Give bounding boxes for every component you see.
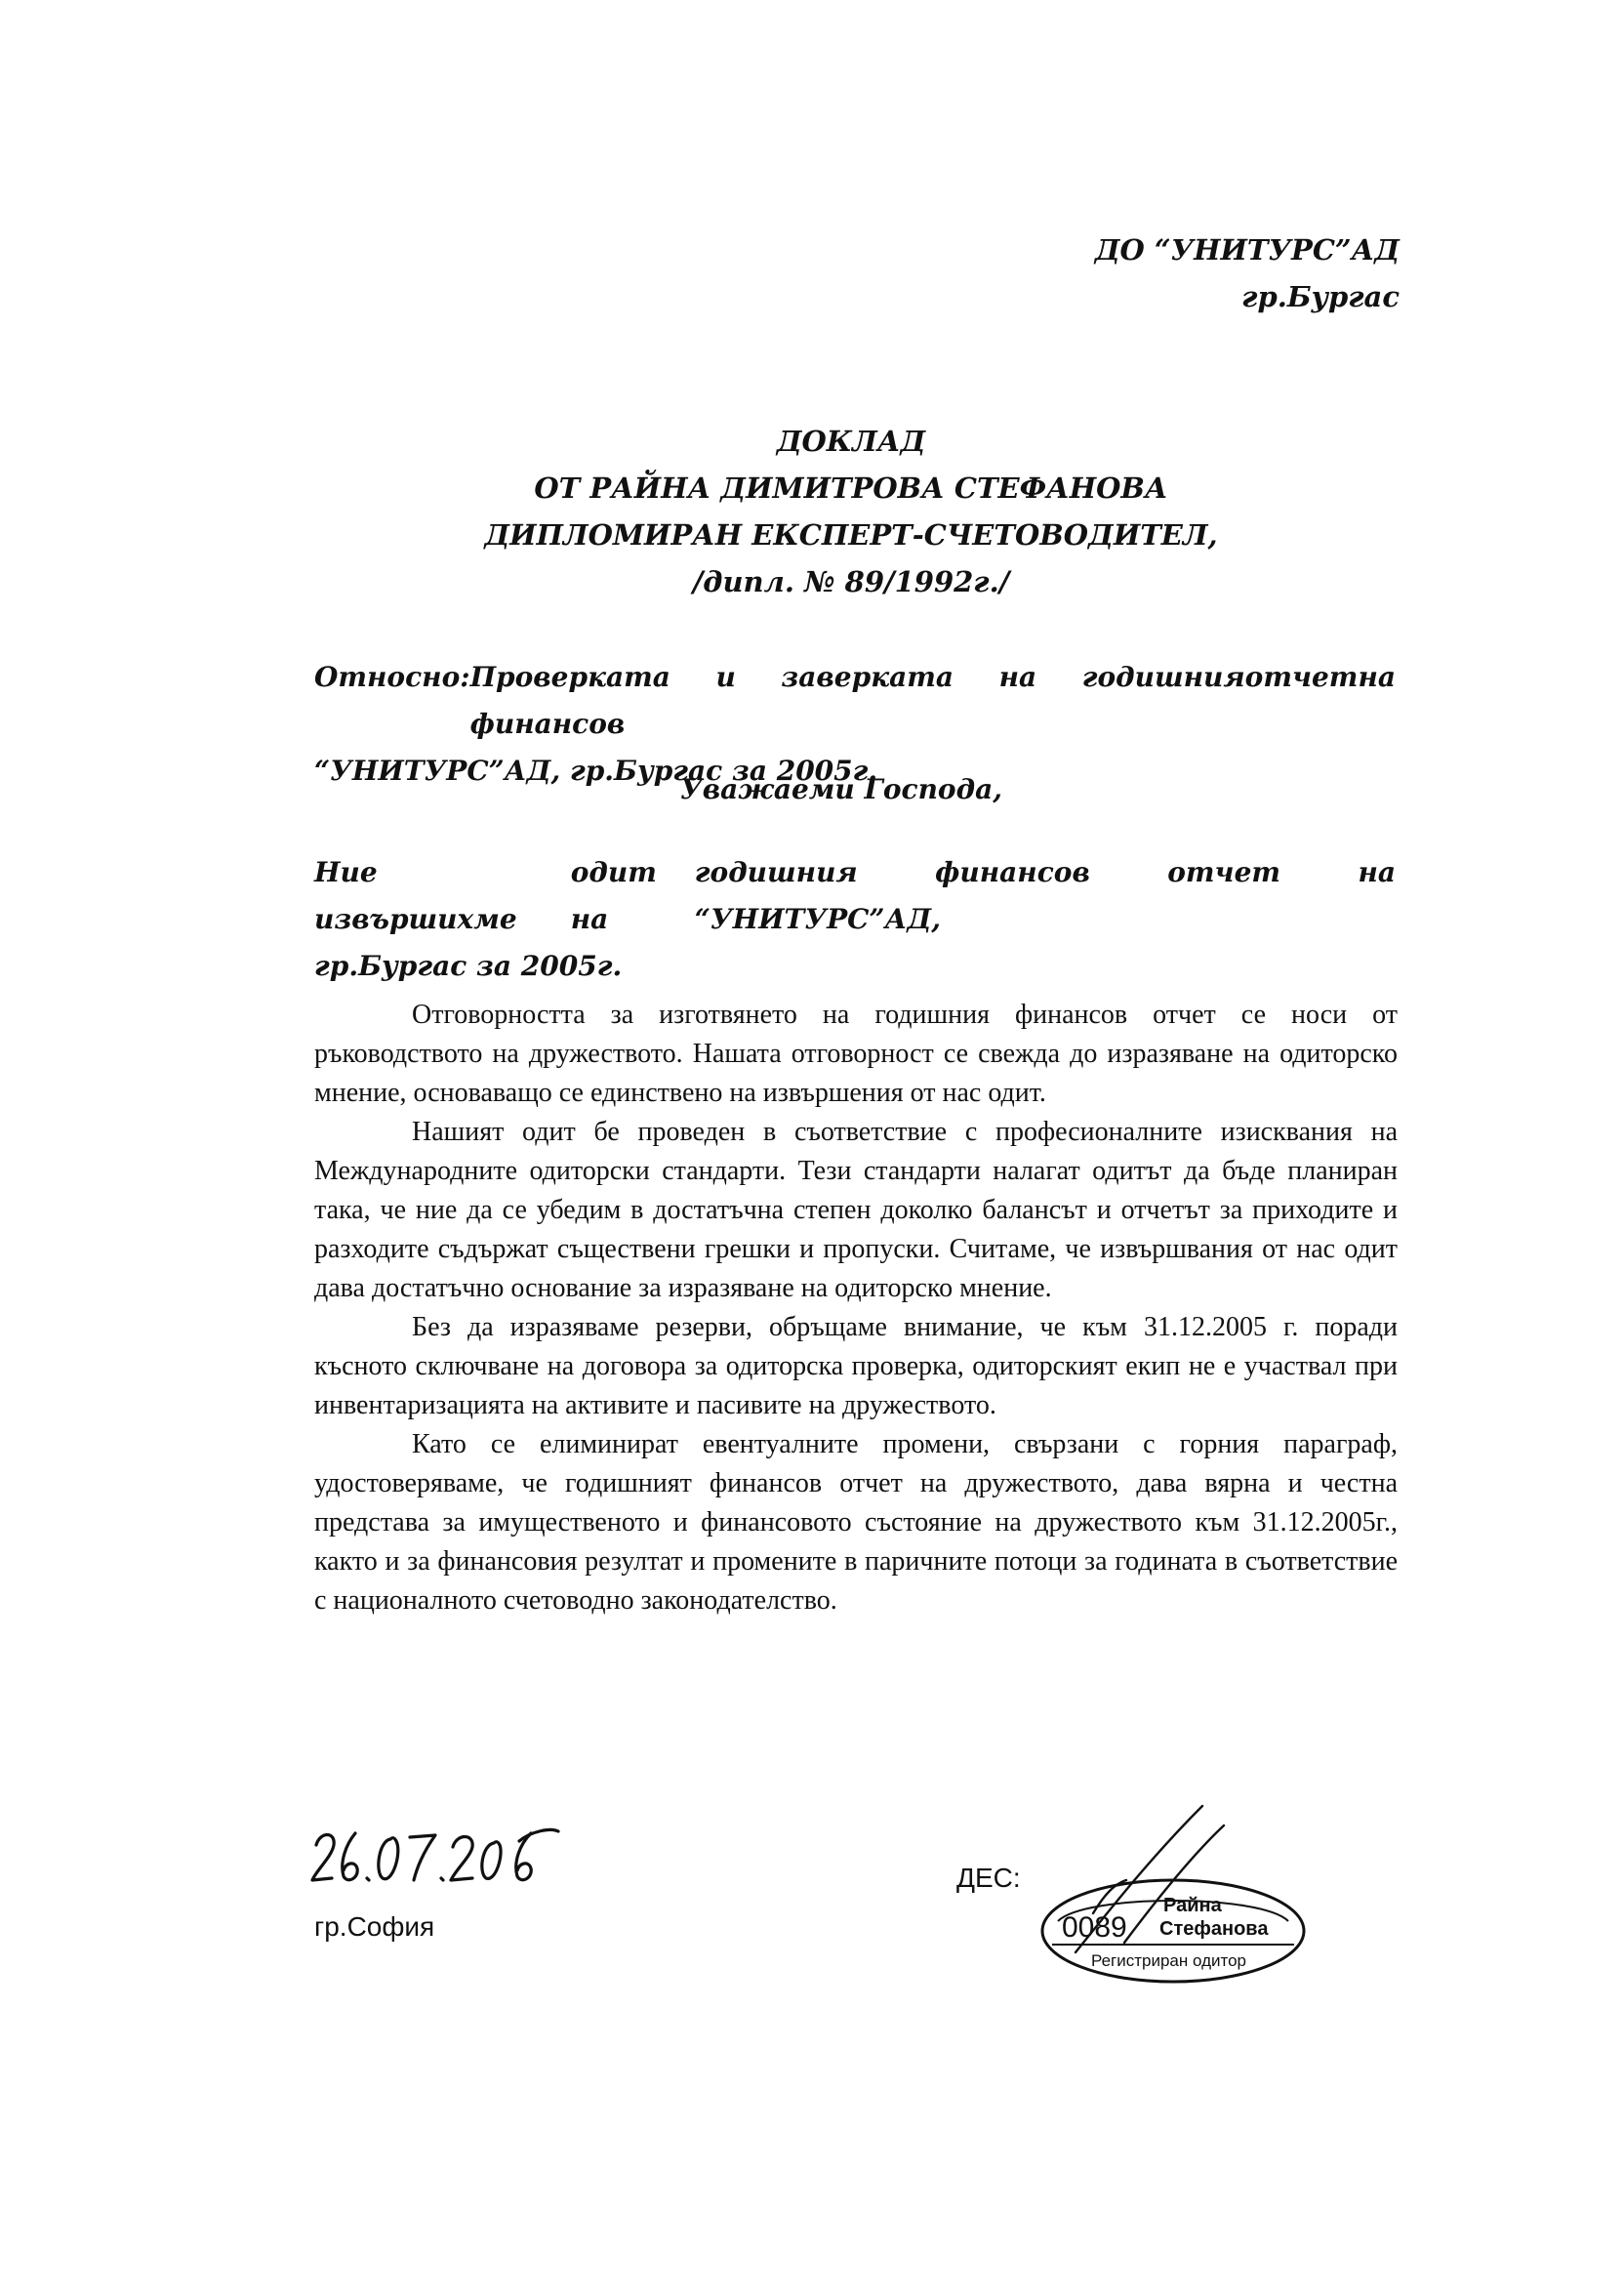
regarding-text-part1: Проверката и заверката на годишния финансов [469,661,1245,740]
intro-word-2: одит на [570,856,657,935]
report-title: ДОКЛАД [776,425,926,458]
report-diploma-number: /дипл. № 89/1992г./ [692,565,1010,598]
stamp-number: 0089 [1062,1911,1127,1944]
report-body [314,996,1398,1620]
stamp-name-line2: Стефанова [1159,1918,1269,1940]
intro-word-1: Ние извършихме [314,856,517,935]
report-author: ОТ РАЙНА ДИМИТРОВА СТЕФАНОВА [534,472,1168,505]
addressee-company: ДО “УНИТУРС”АД [1094,233,1400,266]
intro-word-3: годишния финансов отчет на “УНИТУРС”АД, [694,856,1396,935]
stamp-name-line1: Райна [1163,1895,1222,1916]
paragraph-opinion: Като се елиминират евентуалните промени, свързани с горния параграф, удостоверяваме, че годишният финансов отчет на дружеството, дава вярна и честна представа за имущественото и финансовото състояние на дружеството към 31.12.2005г., както и за финансовия резултат и промените в паричните потоци за годината в съответствие с националното счетоводно законодателство. [314,1429,1398,1616]
addressee-block [1095,226,1400,320]
regarding-label: Относно: [314,661,470,693]
auditor-stamp [1007,1796,1320,1991]
report-title-block [0,418,1624,605]
report-author-qualification: ДИПЛОМИРАН ЕКСПЕРТ-СЧЕТОВОДИТЕЛ, [484,518,1218,552]
stamp-role: Регистриран одитор [1091,1951,1247,1970]
intro-line2: гр.Бургас за 2005г. [314,950,623,982]
paragraph-reservation: Без да изразяваме резерви, обръщаме внимание, че към 31.12.2005 г. поради късното сключване на договора за одиторска проверка, одиторският екип не е участвал при инвентаризацията на активите и пасивите на дружеството. [314,1312,1398,1420]
signing-city: гр.София [314,1911,435,1942]
des-label: ДЕС: [956,1863,1021,1893]
regarding-line2: “УНИТУРС”АД, гр.Бургас за 2005г. [314,755,878,787]
regarding-text-part3: на [1358,661,1396,693]
paragraph-responsibility: Отговорността за изготвянето на годишния финансов отчет се носи от ръководството на дружеството. Нашата отговорност се свежда до изразяване на одиторско мнение, основаващо се единствено на извършения от нас одит. [314,1000,1398,1108]
regarding-text-part2: отчет [1244,661,1359,693]
salutation: Уважаеми Господа, [680,773,1002,805]
addressee-city: гр.Бургас [1241,280,1400,313]
paragraph-standards: Нашият одит бе проведен в съответствие с професионалните изисквания на Международните одиторски стандарти. Тези стандарти налагат одитът да бъде планиран така, че ние да се убедим в достатъчна степен доколко балансът и отчетът за приходите и разходите съдържат съществени грешки и пропуски. Считаме, че извършвания от нас одит дава достатъчно основание за изразяване на одиторско мнение. [314,1117,1398,1303]
handwritten-date-signature [310,1824,564,1892]
intro-block [314,849,1396,990]
